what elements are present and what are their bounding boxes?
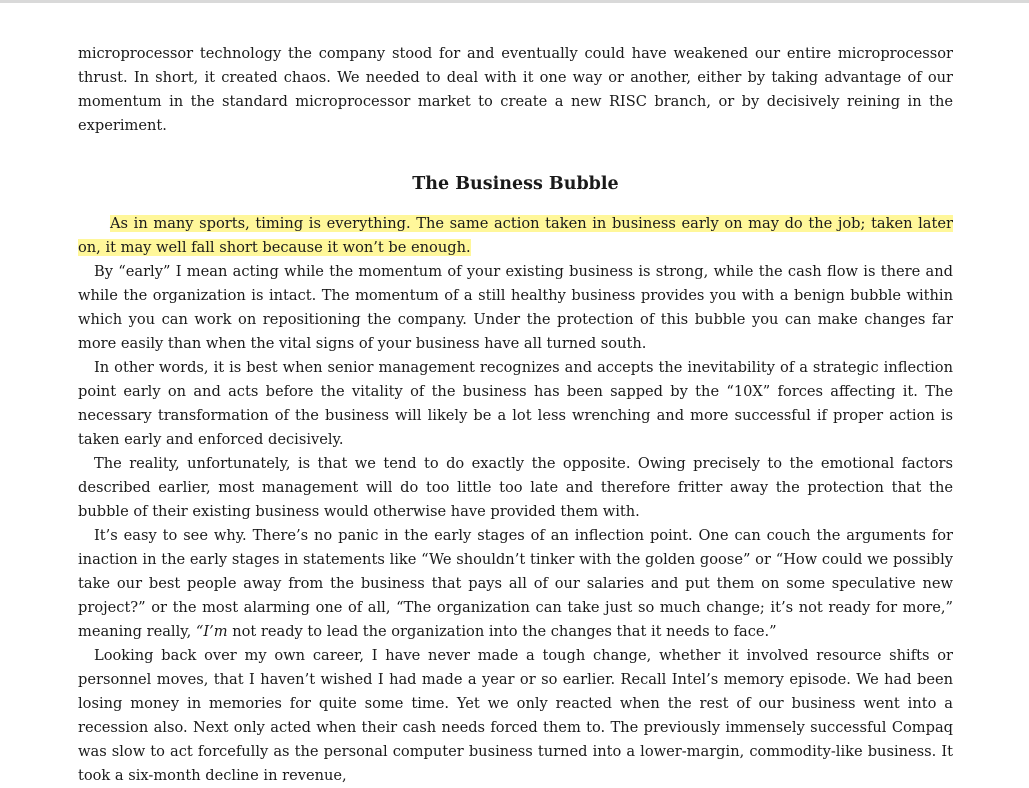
paragraph-easy-text-end: not ready to lead the organization into the changes that it needs to face.” [227,623,777,640]
paragraph-easy-emphasis: “I’m [195,623,228,640]
text-highlight[interactable]: As in many sports, timing is everything. The same action taken in business early on may do the job; taken later on, it may well fall short because it won’t be enough. [78,215,953,256]
intro-paragraph: microprocessor technology the company stood for and eventually could have weakened our entire microprocessor thrust. In short, it created chaos. We needed to deal with it one way or another, either by taking advantage of our momentum in the standard microprocessor market to create a new RISC branch, or by decisively reining in the experiment. [78,45,953,134]
paragraph-looking-back: Looking back over my own career, I have never made a tough change, whether it involved resource shifts or personnel moves, that I haven’t wished I had made a year or so earlier. Recall Intel’s memory episode. We had been losing money in memories for quite some time. Yet we only reacted when the rest of our business went into a recession also. Next only acted when their cash needs forced them to. The previously immensely successful Compaq was slow to act forcefully as the personal computer business turned into a lower-margin, commodity-like business. It took a six-month decline in revenue, [78,647,953,784]
paragraph-early: By “early” I mean acting while the momentum of your existing business is strong, while the cash flow is there and while the organization is intact. The momentum of a still healthy business provides you with a benign bubble within which you can work on repositioning the company. Under the protection of this bubble you can make changes far more easily than when the vital signs of your business have all turned south. [78,263,953,352]
paragraph-easy-text: It’s easy to see why. There’s no panic in the early stages of an inflection point. One can couch the arguments for inaction in the early stages in statements like “We shouldn’t tinker with the golden goose” or “How could we possibly take our best people away from the business that pays all of our salaries and put them on some speculative new project?” or the most alarming one of all, “The organization can take just so much change; it’s not ready for more,” meaning really, [78,527,953,640]
paragraph-reality: The reality, unfortunately, is that we tend to do exactly the opposite. Owing precisely to the emotional factors described earlier, most management will do too little too late and therefore fritter away the protection that the bubble of their existing business would otherwise have provided them with. [78,455,953,520]
page-top-rule [0,0,1029,3]
section-heading: The Business Bubble [412,174,619,194]
paragraph-easy-to-see [78,524,953,644]
highlighted-paragraph[interactable] [78,212,953,260]
paragraph-other-words: In other words, it is best when senior management recognizes and accepts the inevitability of a strategic inflection point early on and acts before the vitality of the business has been sapped by the “10X” forces affecting it. The necessary transformation of the business will likely be a lot less wrenching and more successful if proper action is taken early and enforced decisively. [78,359,953,448]
document-page [78,42,953,788]
